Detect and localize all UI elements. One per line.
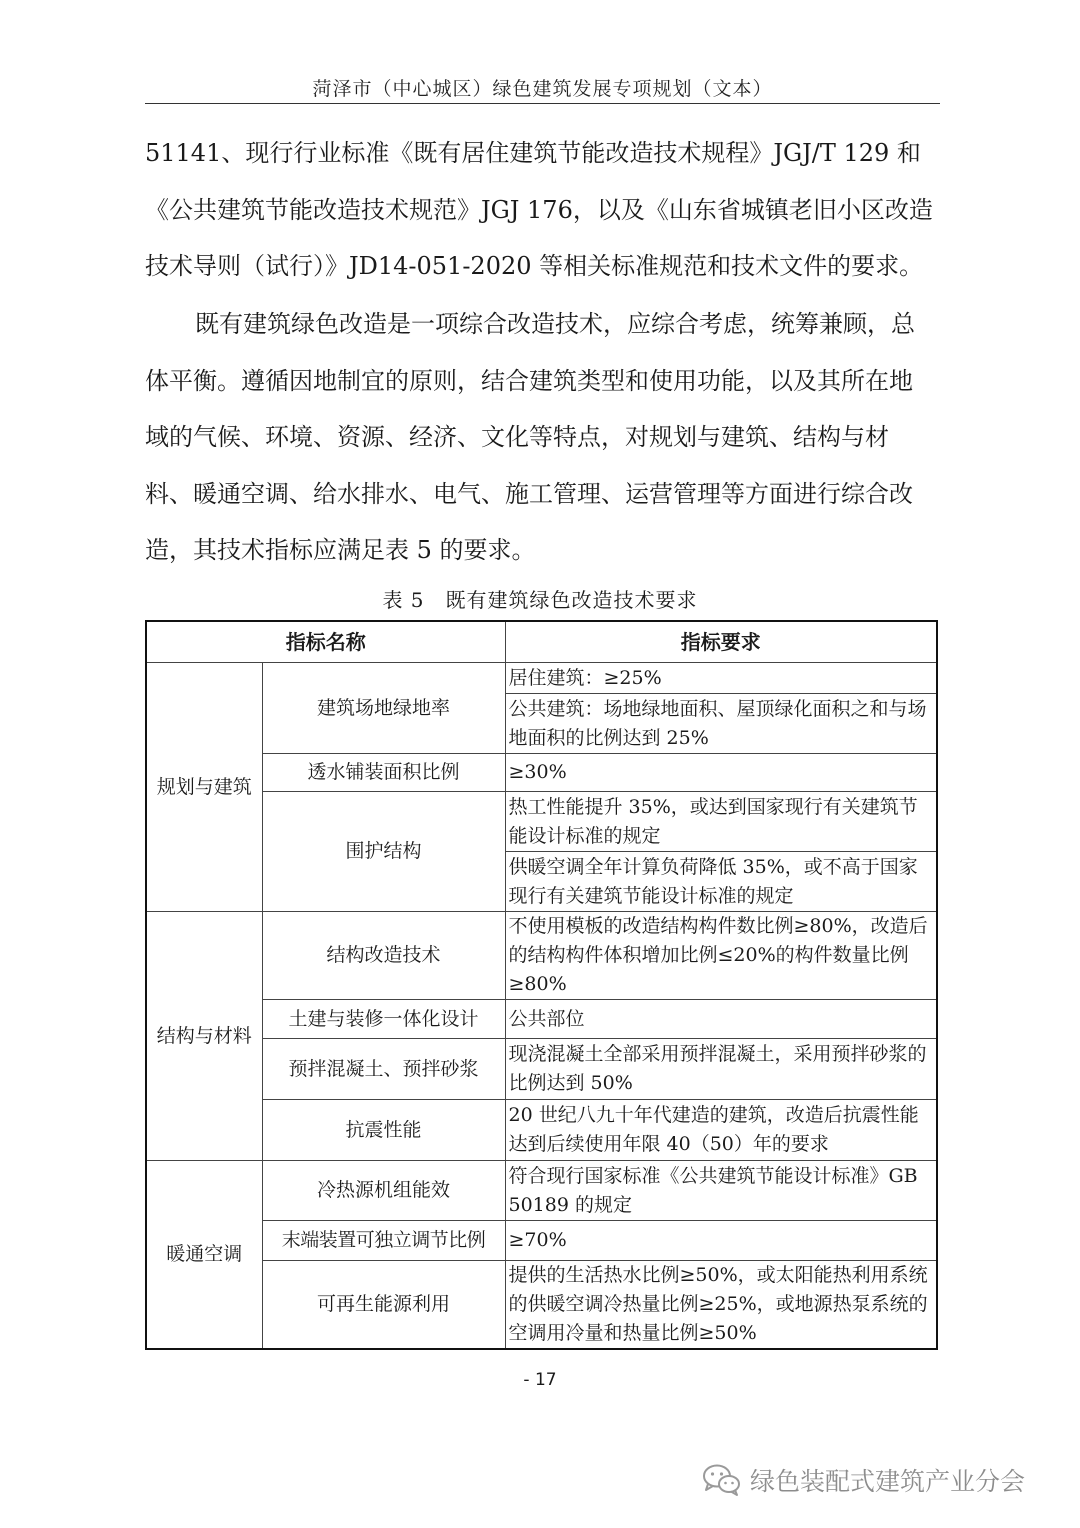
green-retrofit-requirements-table: [145, 620, 938, 1350]
requirement-cell: 现浇混凝土全部采用预拌混凝土，采用预拌砂浆的比例达到 50%: [505, 1039, 937, 1100]
table-row: [146, 663, 937, 694]
table-row: [146, 912, 937, 1000]
indicator-cell: 结构改造技术: [262, 912, 505, 1000]
page-header-title: 菏泽市（中心城区）绿色建筑发展专项规划（文本）: [312, 78, 773, 100]
requirement-cell: ≥70%: [505, 1221, 937, 1261]
category-planning-architecture: 规划与建筑: [146, 663, 262, 912]
body-paragraph-2: 既有建筑绿色改造是一项综合改造技术，应综合考虑，统筹兼顾，总体平衡。遵循因地制宜的原则，结合建筑类型和使用功能，以及其所在地域的气候、环境、资源、经济、文化等特点，对规划与建筑、结构与材料、暖通空调、给水排水、电气、施工管理、运营管理等方面进行综合改造，其技术指标应满足表 5 的要求。: [145, 310, 915, 564]
header-indicator-name: 指标名称: [146, 621, 505, 663]
indicator-cell: 冷热源机组能效: [262, 1161, 505, 1221]
indicator-cell: 围护结构: [262, 792, 505, 912]
table-row: [146, 1261, 937, 1350]
requirement-cell: ≥30%: [505, 754, 937, 792]
watermark: [702, 1460, 1062, 1500]
indicator-cell: 预拌混凝土、预拌砂浆: [262, 1039, 505, 1100]
table-row: [146, 1221, 937, 1261]
header-divider: [145, 103, 940, 104]
requirement-cell: 热工性能提升 35%，或达到国家现行有关建筑节能设计标准的规定: [505, 792, 937, 852]
requirement-cell: 供暖空调全年计算负荷降低 35%，或不高于国家现行有关建筑节能设计标准的规定: [505, 852, 937, 912]
table-row: [146, 792, 937, 852]
indicator-cell: 可再生能源利用: [262, 1261, 505, 1350]
header-indicator-requirement: 指标要求: [505, 621, 937, 663]
indicator-cell: 土建与装修一体化设计: [262, 1000, 505, 1039]
table-row: [146, 1100, 937, 1161]
table-row: [146, 1161, 937, 1221]
table-row: [146, 1039, 937, 1100]
indicator-cell: 建筑场地绿地率: [262, 663, 505, 754]
requirement-cell: 符合现行国家标准《公共建筑节能设计标准》GB 50189 的规定: [505, 1161, 937, 1221]
requirement-cell: 20 世纪八九十年代建造的建筑，改造后抗震性能达到后续使用年限 40（50）年的要求: [505, 1100, 937, 1161]
page-number: - 17: [523, 1370, 557, 1390]
requirement-cell: 公共建筑：场地绿地面积、屋顶绿化面积之和与场地面积的比例达到 25%: [505, 694, 937, 754]
watermark-text: 绿色装配式建筑产业分会: [750, 1467, 1026, 1496]
requirement-cell: 提供的生活热水比例≥50%，或太阳能热利用系统的供暖空调冷热量比例≥25%，或地源热泵系统的空调用冷量和热量比例≥50%: [505, 1261, 937, 1350]
indicator-cell: 透水铺装面积比例: [262, 754, 505, 792]
table-caption: 表 5 既有建筑绿色改造技术要求: [382, 588, 698, 612]
category-hvac: 暖通空调: [146, 1161, 262, 1350]
wechat-icon: [702, 1463, 742, 1497]
indicator-cell: 末端装置可独立调节比例: [262, 1221, 505, 1261]
table-row: [146, 1000, 937, 1039]
requirement-cell: 居住建筑：≥25%: [505, 663, 937, 694]
table-header-row: [146, 621, 937, 663]
requirement-cell: 不使用模板的改造结构构件数比例≥80%，改造后的结构构件体积增加比例≤20%的构件数量比例≥80%: [505, 912, 937, 1000]
category-structure-materials: 结构与材料: [146, 912, 262, 1161]
table-row: [146, 754, 937, 792]
indicator-cell: 抗震性能: [262, 1100, 505, 1161]
body-paragraph-1: 51141、现行行业标准《既有居住建筑节能改造技术规程》JGJ/T 129 和《公共建筑节能改造技术规范》JGJ 176，以及《山东省城镇老旧小区改造技术导则（试行）》JD14-051-2020 等相关标准规范和技术文件的要求。: [145, 139, 933, 280]
requirement-cell: 公共部位: [505, 1000, 937, 1039]
